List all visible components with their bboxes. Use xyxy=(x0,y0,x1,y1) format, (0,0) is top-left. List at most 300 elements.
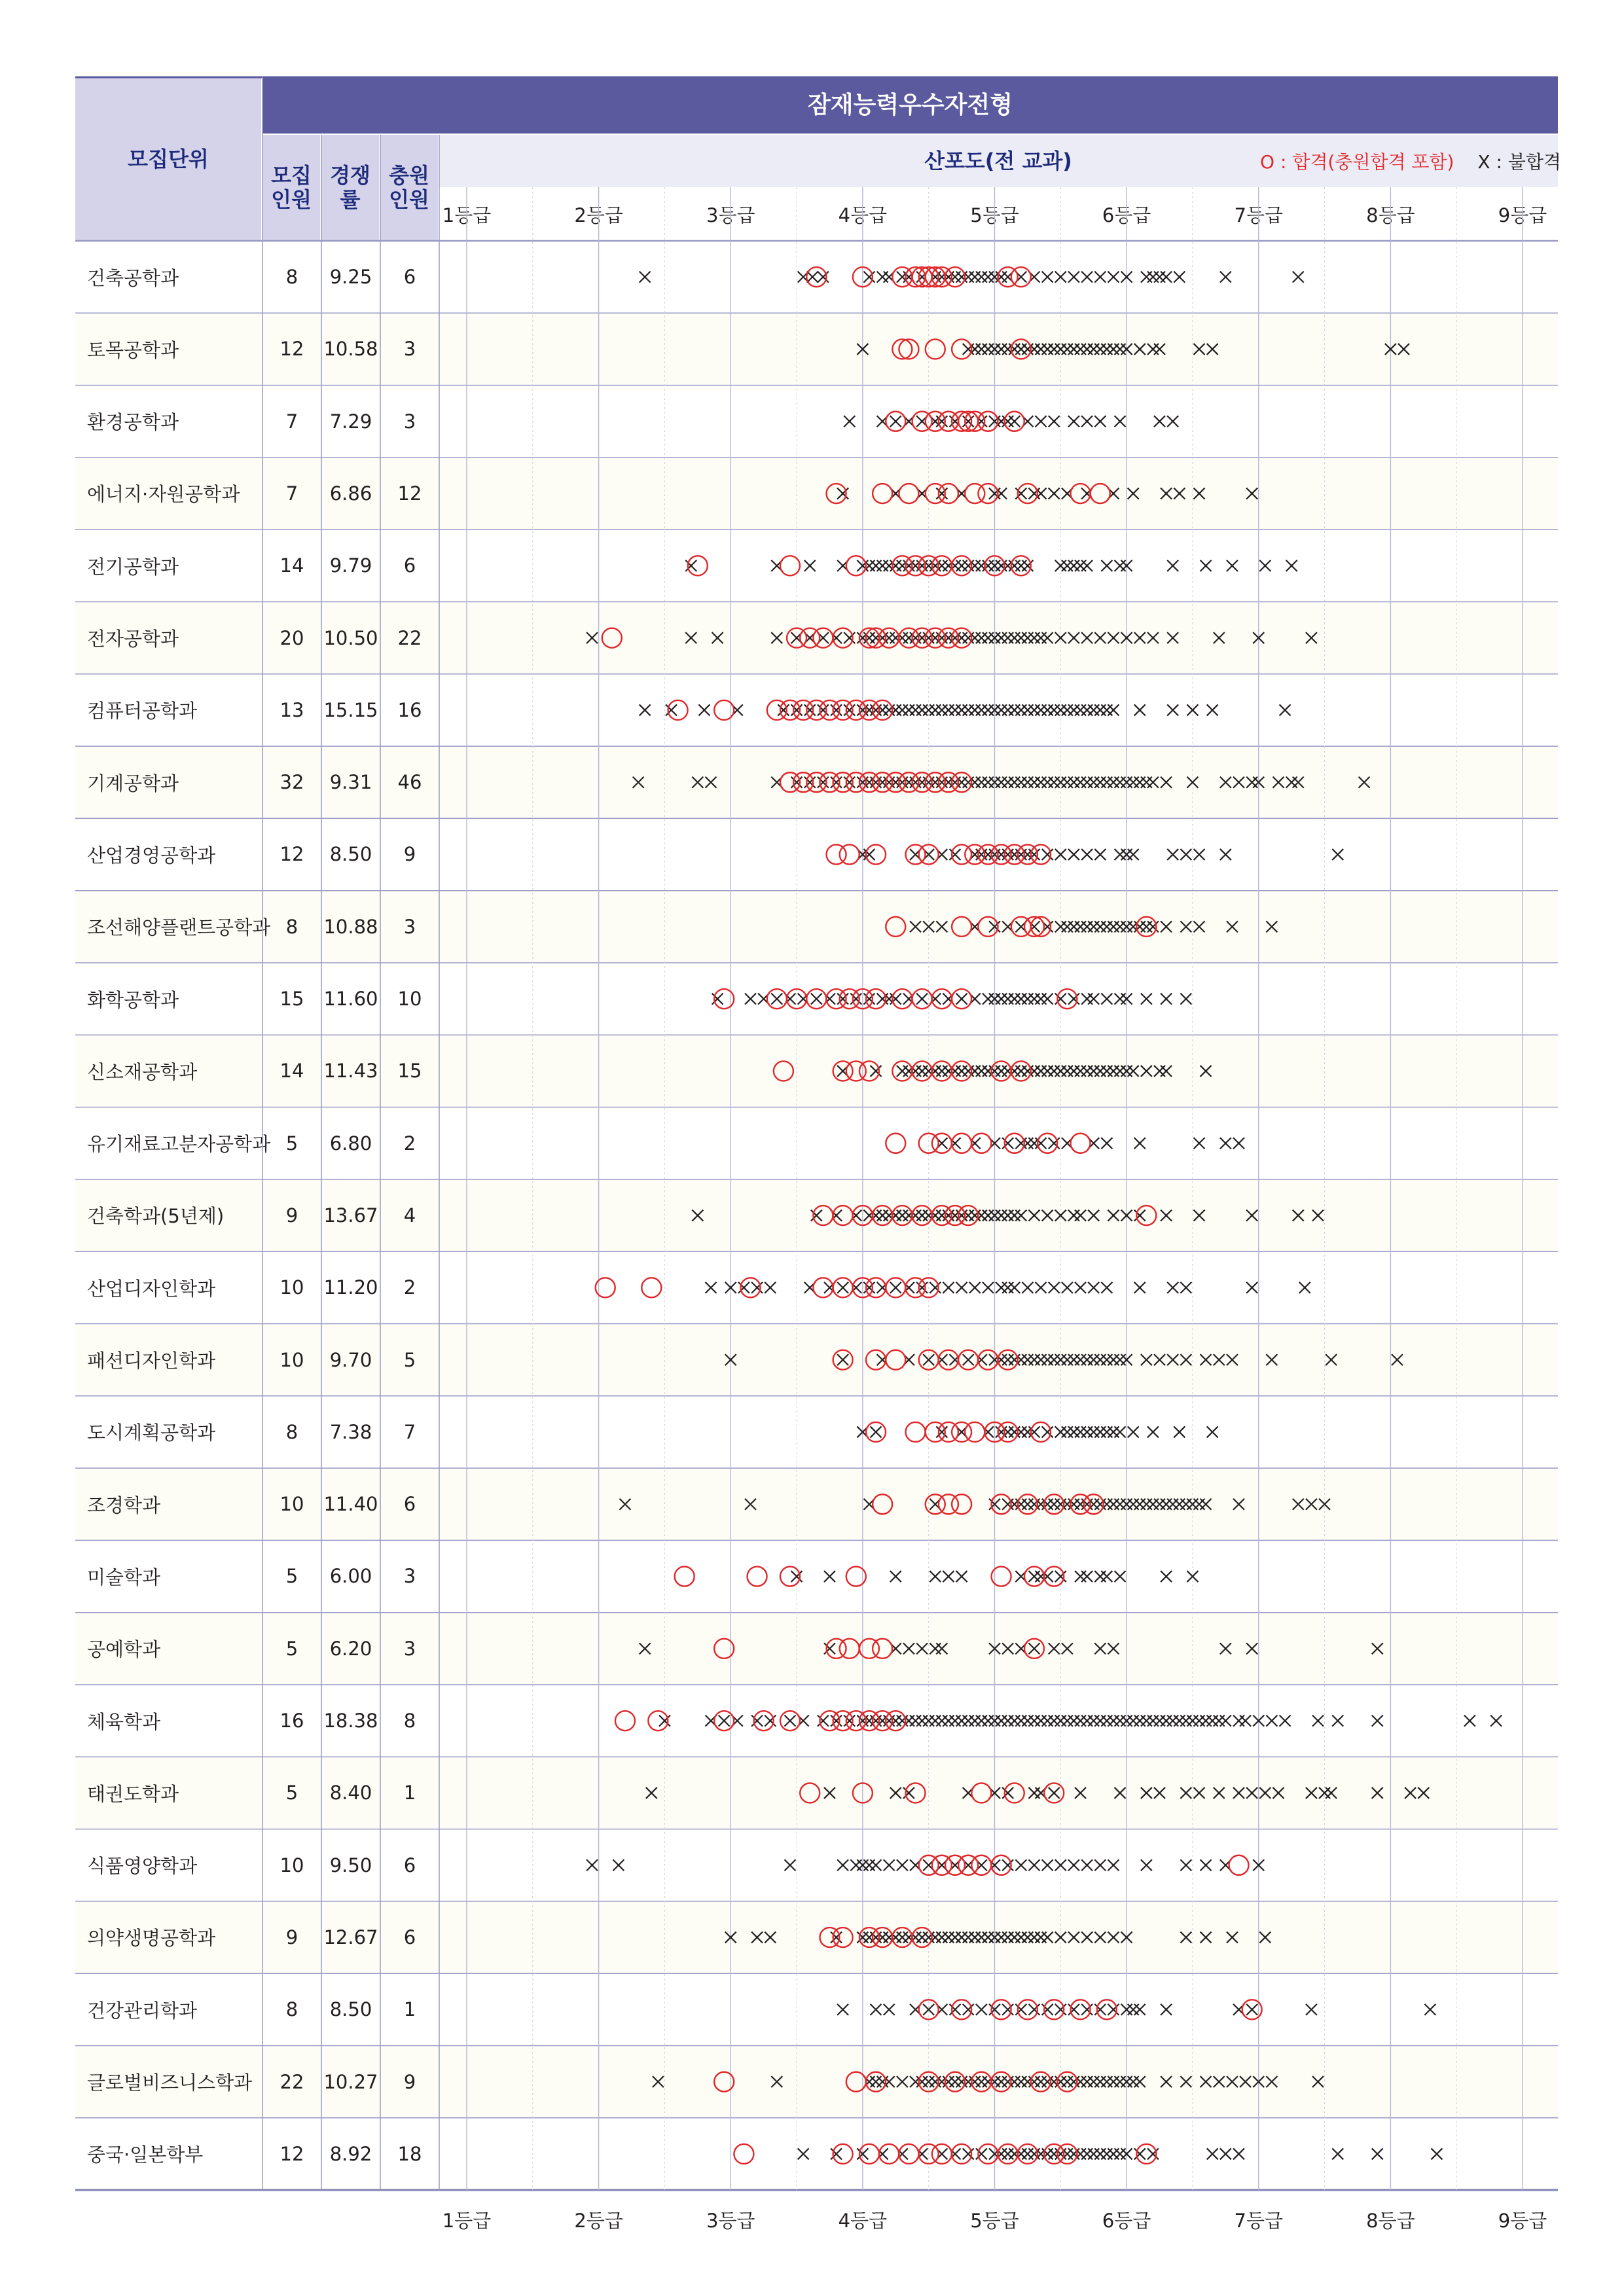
fail-marker xyxy=(1049,1787,1060,1799)
fail-marker xyxy=(1359,777,1370,788)
recruit-count: 8 xyxy=(285,1998,298,2021)
fail-marker xyxy=(1002,704,1013,715)
fail-marker xyxy=(1405,1787,1416,1799)
fail-marker xyxy=(1101,344,1112,355)
fail-marker xyxy=(943,1932,954,1943)
fail-marker xyxy=(1094,849,1106,860)
unit-name: 건강관리학과 xyxy=(87,1999,198,2022)
fail-marker xyxy=(1194,488,1205,499)
fail-marker xyxy=(1081,272,1092,283)
fail-marker xyxy=(1332,1715,1343,1727)
fail-marker xyxy=(1115,1066,1126,1077)
fail-marker xyxy=(1259,1932,1271,1943)
fail-marker xyxy=(897,2076,908,2087)
fail-marker xyxy=(771,994,782,1005)
fail-marker xyxy=(1147,777,1159,788)
fail-marker xyxy=(1312,1715,1324,1727)
fail-marker xyxy=(969,1932,981,1943)
fail-marker xyxy=(1115,849,1126,860)
fail-marker xyxy=(1194,1715,1205,1727)
unit-name: 컴퓨터공학과 xyxy=(87,700,198,723)
scatter-title: 산포도(전 교과) xyxy=(924,148,1072,173)
fail-marker xyxy=(771,2076,782,2087)
fail-marker xyxy=(1028,1859,1039,1871)
fail-marker xyxy=(1108,777,1119,788)
pass-marker xyxy=(840,1639,859,1659)
fail-marker xyxy=(1101,1715,1112,1727)
fail-marker xyxy=(976,777,987,788)
fail-marker xyxy=(1062,560,1073,571)
unit-name: 신소재공학과 xyxy=(87,1060,198,1083)
fail-marker xyxy=(1036,2076,1047,2087)
unit-name: 의약생명공학과 xyxy=(87,1927,216,1950)
fail-marker xyxy=(1088,1354,1099,1365)
fail-marker xyxy=(1022,1354,1033,1365)
pass-marker xyxy=(1091,484,1110,503)
fail-marker xyxy=(1068,272,1079,283)
unit-name: 패션디자인학과 xyxy=(87,1350,216,1372)
fail-marker xyxy=(1174,1426,1185,1437)
fail-marker xyxy=(706,777,717,788)
fail-marker xyxy=(1161,994,1172,1005)
fail-marker xyxy=(1088,1426,1099,1437)
fail-marker xyxy=(1154,344,1165,355)
grade-tick-top: 6등급 xyxy=(1102,204,1151,226)
fail-marker xyxy=(983,1282,994,1293)
fail-marker xyxy=(837,2004,848,2015)
fail-marker xyxy=(1398,344,1409,355)
fail-marker xyxy=(1187,1715,1198,1727)
fail-marker xyxy=(1108,1643,1119,1654)
grade-tick-bottom: 8등급 xyxy=(1366,2210,1415,2233)
fail-marker xyxy=(1154,1354,1165,1365)
fail-marker xyxy=(897,704,908,715)
fail-marker xyxy=(1141,921,1152,932)
fail-marker xyxy=(1042,1715,1053,1727)
fail-marker xyxy=(1108,1066,1119,1077)
fail-marker xyxy=(996,1066,1007,1077)
fail-marker xyxy=(1068,849,1079,860)
grade-tick-bottom: 7등급 xyxy=(1234,2210,1283,2233)
fail-marker xyxy=(1094,1859,1106,1871)
fail-marker xyxy=(1134,1715,1146,1727)
fail-marker xyxy=(1101,560,1112,571)
fail-marker xyxy=(1042,777,1053,788)
fail-marker xyxy=(996,1210,1007,1221)
competition-rate: 9.25 xyxy=(329,266,372,288)
fail-marker xyxy=(1028,1210,1039,1221)
fail-marker xyxy=(1075,1354,1086,1365)
fail-marker xyxy=(1042,1354,1053,1365)
fail-marker xyxy=(1088,344,1099,355)
fail-marker xyxy=(1108,344,1119,355)
fail-marker xyxy=(712,632,723,643)
pass-marker xyxy=(952,917,971,937)
pass-marker xyxy=(873,484,892,503)
fail-marker xyxy=(1194,344,1205,355)
recruit-count: 10 xyxy=(280,1276,304,1299)
pass-marker xyxy=(734,2144,753,2164)
fail-marker xyxy=(1220,849,1231,860)
fail-marker xyxy=(903,1643,914,1654)
fail-marker xyxy=(963,1354,974,1365)
fail-marker xyxy=(1042,344,1053,355)
fail-marker xyxy=(1167,1282,1178,1293)
fail-marker xyxy=(1075,1571,1086,1582)
fail-marker xyxy=(976,2076,987,2087)
unit-name: 조경학과 xyxy=(87,1494,161,1516)
fail-marker xyxy=(1088,777,1099,788)
added-count: 1 xyxy=(403,1782,416,1804)
fail-marker xyxy=(784,1859,795,1871)
fail-marker xyxy=(1062,1354,1073,1365)
fail-marker xyxy=(1108,1210,1119,1221)
fail-marker xyxy=(1075,921,1086,932)
pass-marker xyxy=(886,1134,905,1153)
fail-marker xyxy=(1174,1715,1185,1727)
fail-marker xyxy=(751,1932,763,1943)
pass-marker xyxy=(965,1422,984,1442)
fail-marker xyxy=(936,1932,947,1943)
fail-marker xyxy=(1088,704,1099,715)
fail-marker xyxy=(1372,1643,1383,1654)
competition-rate: 9.31 xyxy=(329,771,372,794)
fail-marker xyxy=(837,1859,848,1871)
fail-marker xyxy=(1028,1354,1039,1365)
fail-marker xyxy=(996,1932,1007,1943)
fail-marker xyxy=(1306,632,1317,643)
fail-marker xyxy=(963,1932,974,1943)
recruit-count: 10 xyxy=(280,1854,304,1876)
fail-marker xyxy=(1022,994,1033,1005)
added-count: 6 xyxy=(403,554,416,577)
fail-marker xyxy=(1161,2004,1172,2015)
added-count: 1 xyxy=(403,1998,416,2021)
added-count: 46 xyxy=(397,771,422,794)
added-count: 6 xyxy=(403,1926,416,1948)
fail-marker xyxy=(1141,1787,1152,1799)
fail-marker xyxy=(1108,1715,1119,1727)
fail-marker xyxy=(1002,1210,1013,1221)
unit-name: 환경공학과 xyxy=(87,411,179,434)
fail-marker xyxy=(1147,1426,1159,1437)
fail-marker xyxy=(1108,2148,1119,2159)
fail-marker xyxy=(1174,272,1185,283)
fail-marker xyxy=(996,1282,1007,1293)
fail-marker xyxy=(1101,1138,1112,1149)
fail-marker xyxy=(1227,560,1238,571)
pass-marker xyxy=(774,1061,793,1081)
fail-marker xyxy=(1161,921,1172,932)
fail-marker xyxy=(1068,1932,1079,1943)
fail-marker xyxy=(983,632,994,643)
fail-marker xyxy=(1042,1932,1053,1943)
fail-marker xyxy=(1101,1354,1112,1365)
fail-marker xyxy=(1154,1066,1165,1077)
grade-tick-bottom: 9등급 xyxy=(1498,2210,1547,2233)
fail-marker xyxy=(1161,272,1172,283)
fail-marker xyxy=(1115,2076,1126,2087)
fail-marker xyxy=(1108,921,1119,932)
fail-marker xyxy=(936,1643,947,1654)
competition-rate: 8.50 xyxy=(329,843,372,866)
fail-marker xyxy=(1286,560,1297,571)
fail-marker xyxy=(1036,344,1047,355)
fail-marker xyxy=(996,2076,1007,2087)
fail-marker xyxy=(1094,1066,1106,1077)
fail-marker xyxy=(1042,704,1053,715)
fail-marker xyxy=(1174,488,1185,499)
fail-marker xyxy=(1115,1426,1126,1437)
fail-marker xyxy=(1081,1426,1092,1437)
fail-marker xyxy=(976,1932,987,1943)
fail-marker xyxy=(1049,1715,1060,1727)
fail-marker xyxy=(1094,1643,1106,1654)
pass-marker xyxy=(899,484,918,503)
fail-marker xyxy=(1207,1715,1218,1727)
fail-marker xyxy=(1214,1715,1225,1727)
fail-marker xyxy=(1042,1066,1053,1077)
competition-rate: 10.58 xyxy=(323,338,378,361)
fail-marker xyxy=(1180,1282,1191,1293)
recruit-count: 15 xyxy=(280,988,304,1010)
added-count: 12 xyxy=(397,482,422,505)
fail-marker xyxy=(1062,921,1073,932)
legend-pass: O : 합격(충원합격 포함) xyxy=(1260,151,1454,173)
grade-tick-top: 2등급 xyxy=(574,204,623,226)
unit-name: 에너지·자원공학과 xyxy=(87,483,240,506)
fail-marker xyxy=(1081,632,1092,643)
fail-marker xyxy=(871,2076,882,2087)
grade-tick-bottom: 3등급 xyxy=(706,2210,755,2233)
unit-name: 기계공학과 xyxy=(87,772,179,795)
fail-marker xyxy=(1094,1571,1106,1582)
pass-marker xyxy=(641,1278,661,1297)
fail-marker xyxy=(1036,416,1047,427)
unit-name: 산업경영공학과 xyxy=(87,844,216,867)
pass-marker xyxy=(748,1567,767,1587)
fail-marker xyxy=(1280,1715,1291,1727)
fail-marker xyxy=(1147,632,1159,643)
fail-marker xyxy=(1049,488,1060,499)
pass-marker xyxy=(886,917,905,937)
added-count: 3 xyxy=(403,1637,416,1660)
fail-marker xyxy=(1036,704,1047,715)
competition-rate: 11.40 xyxy=(323,1493,378,1516)
fail-marker xyxy=(1128,1499,1139,1510)
fail-marker xyxy=(1049,1066,1060,1077)
fail-marker xyxy=(910,704,921,715)
fail-marker xyxy=(1002,777,1013,788)
fail-marker xyxy=(1022,1932,1033,1943)
fail-marker xyxy=(1015,1932,1026,1943)
competition-rate: 9.70 xyxy=(329,1348,372,1371)
fail-marker xyxy=(943,1571,954,1582)
fail-marker xyxy=(1246,777,1257,788)
unit-name: 전자공학과 xyxy=(87,628,179,650)
competition-rate: 18.38 xyxy=(323,1710,378,1732)
fail-marker xyxy=(1081,777,1092,788)
fail-marker xyxy=(1115,1571,1126,1582)
grade-tick-top: 7등급 xyxy=(1234,204,1283,226)
fail-marker xyxy=(1180,1787,1191,1799)
recruit-count: 8 xyxy=(285,266,298,288)
fail-marker xyxy=(1220,2148,1231,2159)
fail-marker xyxy=(1154,1715,1165,1727)
competition-rate: 10.88 xyxy=(323,915,378,938)
fail-marker xyxy=(1002,1932,1013,1943)
fail-marker xyxy=(765,1932,776,1943)
fail-marker xyxy=(929,1715,941,1727)
fail-marker xyxy=(1161,1571,1172,1582)
fail-marker xyxy=(1009,994,1020,1005)
fail-marker xyxy=(1108,704,1119,715)
unit-name: 글로벌비즈니스학과 xyxy=(87,2072,253,2094)
fail-marker xyxy=(1075,704,1086,715)
fail-marker xyxy=(1028,1571,1039,1582)
fail-marker xyxy=(640,272,651,283)
grade-tick-top: 3등급 xyxy=(706,204,755,226)
fail-marker xyxy=(956,1282,967,1293)
fail-marker xyxy=(1167,704,1178,715)
added-count: 3 xyxy=(403,915,416,938)
fail-marker xyxy=(1233,1787,1244,1799)
fail-marker xyxy=(1108,1426,1119,1437)
fail-marker xyxy=(1200,1932,1212,1943)
fail-marker xyxy=(983,994,994,1005)
grade-tick-top: 9등급 xyxy=(1498,204,1547,226)
fail-marker xyxy=(877,560,888,571)
fail-marker xyxy=(1028,1715,1039,1727)
fail-marker xyxy=(1049,1643,1060,1654)
fail-marker xyxy=(613,1859,624,1871)
fail-marker xyxy=(807,272,818,283)
fail-marker xyxy=(765,1282,776,1293)
fail-marker xyxy=(1154,272,1165,283)
fail-marker xyxy=(1062,344,1073,355)
competition-rate: 7.38 xyxy=(329,1420,372,1443)
fail-marker xyxy=(640,704,651,715)
fail-marker xyxy=(1141,1715,1152,1727)
fail-marker xyxy=(1094,272,1106,283)
pass-marker xyxy=(873,1639,892,1659)
fail-marker xyxy=(1042,1210,1053,1221)
fail-marker xyxy=(1015,1066,1026,1077)
fail-marker xyxy=(1075,1066,1086,1077)
fail-marker xyxy=(1306,1499,1317,1510)
fail-marker xyxy=(1068,704,1079,715)
fail-marker xyxy=(824,1787,835,1799)
fail-marker xyxy=(1068,921,1079,932)
fail-marker xyxy=(1002,1715,1013,1727)
pass-marker xyxy=(675,1567,695,1587)
fail-marker xyxy=(1049,1354,1060,1365)
fail-marker xyxy=(1115,1499,1126,1510)
fail-marker xyxy=(1022,777,1033,788)
fail-marker xyxy=(1134,632,1146,643)
recruit-count: 12 xyxy=(280,338,304,361)
fail-marker xyxy=(923,2004,934,2015)
fail-marker xyxy=(1009,1715,1020,1727)
grade-tick-bottom: 1등급 xyxy=(442,2210,492,2233)
fail-marker xyxy=(969,1282,981,1293)
fail-marker xyxy=(1022,2148,1033,2159)
fail-marker xyxy=(1081,1715,1092,1727)
fail-marker xyxy=(1049,416,1060,427)
fail-marker xyxy=(1022,1499,1033,1510)
fail-marker xyxy=(1207,344,1218,355)
grade-tick-top: 5등급 xyxy=(970,204,1019,226)
fail-marker xyxy=(1081,704,1092,715)
fail-marker xyxy=(1134,1499,1146,1510)
fail-marker xyxy=(1108,272,1119,283)
fail-marker xyxy=(685,632,696,643)
fail-marker xyxy=(1233,1138,1244,1149)
fail-marker xyxy=(976,704,987,715)
fail-marker xyxy=(1141,1354,1152,1365)
fail-marker xyxy=(1372,1715,1383,1727)
fail-marker xyxy=(1094,416,1106,427)
fail-marker xyxy=(1036,632,1047,643)
fail-marker xyxy=(1214,1354,1225,1365)
fail-marker xyxy=(1094,704,1106,715)
unit-name: 화학공학과 xyxy=(87,988,179,1011)
fail-marker xyxy=(1068,1426,1079,1437)
fail-marker xyxy=(976,632,987,643)
fail-marker xyxy=(1272,1787,1284,1799)
fail-marker xyxy=(1062,1282,1073,1293)
fail-marker xyxy=(1220,1715,1231,1727)
fail-marker xyxy=(890,1282,901,1293)
fail-marker xyxy=(1332,2148,1343,2159)
fail-marker xyxy=(1200,1715,1212,1727)
fail-marker xyxy=(1240,2076,1251,2087)
fail-marker xyxy=(950,1932,961,1943)
competition-rate: 8.50 xyxy=(329,1998,372,2021)
fail-marker xyxy=(1128,488,1139,499)
fail-marker xyxy=(1293,1499,1304,1510)
fail-marker xyxy=(1036,1066,1047,1077)
fail-marker xyxy=(1108,1499,1119,1510)
fail-marker xyxy=(897,1859,908,1871)
fail-marker xyxy=(1075,560,1086,571)
fail-marker xyxy=(996,777,1007,788)
fail-marker xyxy=(1194,849,1205,860)
competition-rate: 12.67 xyxy=(323,1926,378,1948)
fail-marker xyxy=(804,560,816,571)
added-count: 4 xyxy=(403,1204,416,1227)
fail-marker xyxy=(1194,1210,1205,1221)
fail-marker xyxy=(1194,921,1205,932)
competition-rate: 10.50 xyxy=(323,626,378,649)
fail-marker xyxy=(1094,1932,1106,1943)
competition-rate: 8.40 xyxy=(329,1782,372,1804)
fail-marker xyxy=(983,1932,994,1943)
fail-marker xyxy=(1220,777,1231,788)
fail-marker xyxy=(956,560,967,571)
fail-marker xyxy=(1306,2004,1317,2015)
fail-marker xyxy=(969,272,981,283)
fail-marker xyxy=(1075,1210,1086,1221)
fail-marker xyxy=(956,994,967,1005)
fail-marker xyxy=(771,632,782,643)
fail-marker xyxy=(1022,704,1033,715)
competition-rate: 6.00 xyxy=(329,1565,372,1588)
fail-marker xyxy=(1075,777,1086,788)
fail-marker xyxy=(1002,1354,1013,1365)
fail-marker xyxy=(784,1715,795,1727)
fail-marker xyxy=(1161,2076,1172,2087)
